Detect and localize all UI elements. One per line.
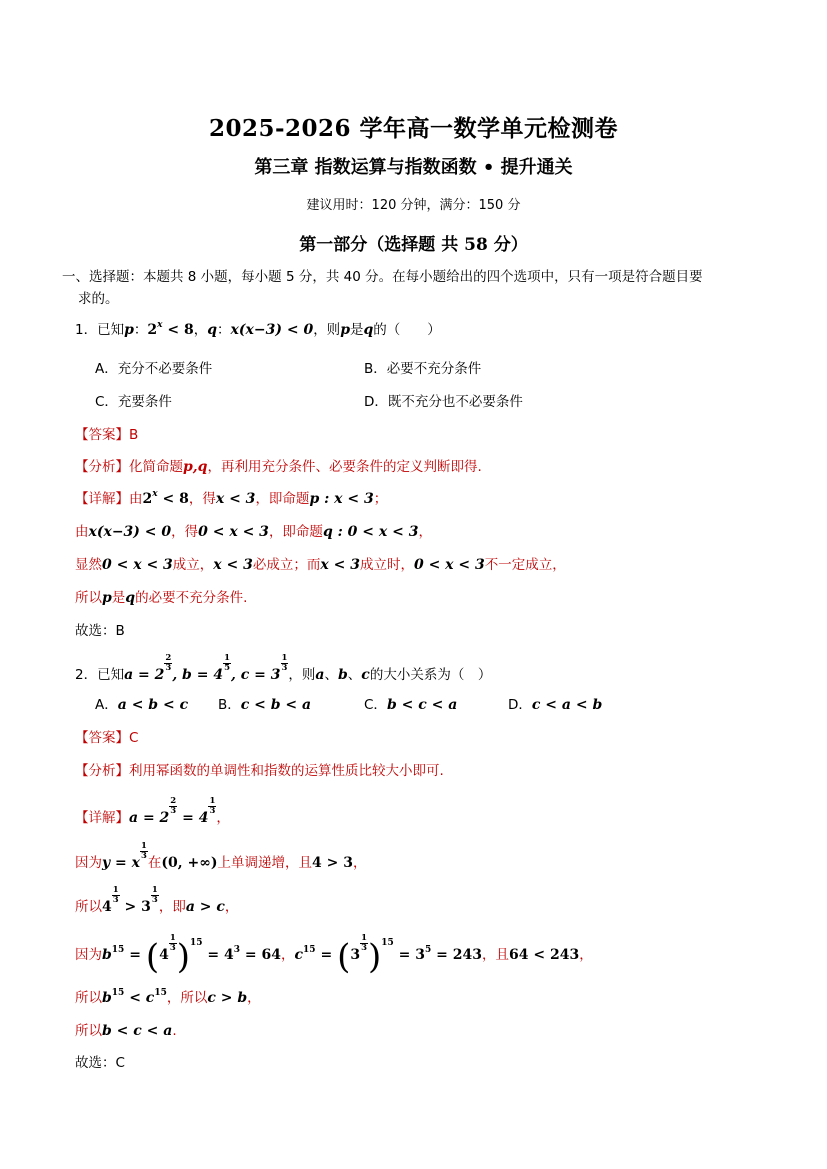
q1-option-b: B．必要不充分条件	[364, 361, 482, 377]
q1-option-d: D．既不充分也不必要条件	[364, 394, 523, 410]
q1-final: 故选：B	[75, 623, 125, 639]
q1-detail-line-4: 所以p是q的必要不充分条件.	[75, 590, 248, 606]
q2-option-a: A．a < b < c	[95, 697, 189, 713]
q2-answer: 【答案】C	[75, 730, 139, 746]
chapter-subtitle: 第三章 指数运算与指数函数 • 提升通关	[254, 157, 573, 178]
instructions-line-1: 一、选择题：本题共 8 小题，每小题 5 分，共 40 分。在每小题给出的四个选项中，只有一项是符合题目要	[62, 269, 703, 285]
q1-stem: 1．已知p：$2^x < 8$，q：x(x−3) < 0，则p是q的（ ）	[75, 320, 441, 338]
q2-option-c: C．b < c < a	[364, 697, 458, 713]
q2-detail-line-5: 所以$b^{15} < c^{15}$，所以c > b，	[75, 988, 261, 1006]
q1-detail-line-3: 显然0 < x < 3成立，x < 3必成立；而x < 3成立时，0 < x < 3不一定成立，	[75, 557, 566, 573]
q2-option-b: B．c < b < a	[218, 697, 312, 713]
q2-option-d: D．c < a < b	[508, 697, 603, 713]
q2-analysis: 【分析】利用幂函数的单调性和指数的运算性质比较大小即可.	[75, 763, 444, 779]
exam-title: 2025-2026 学年高一数学单元检测卷	[208, 115, 619, 142]
q2-detail-line-1: 【详解】a = 2 $\frac{2}{3}$ = 4 $\frac{1}{3}$ ，	[75, 796, 230, 826]
q2-final: 故选：C	[75, 1055, 125, 1071]
q2-detail-line-3: 所以4 $\frac{1}{3}$ > 3 $\frac{1}{3}$ ，即a > c，	[75, 885, 239, 915]
q1-detail-line-2: 由x(x−3) < 0，得0 < x < 3，即命题q : 0 < x < 3，	[75, 524, 432, 540]
time-info: 建议用时：120 分钟，满分：150 分	[306, 198, 521, 213]
instructions-line-2: 求的。	[78, 291, 119, 307]
q2-detail-line-6: 所以b < c < a.	[75, 1023, 177, 1039]
q2-detail-line-2: 因为y = x $\frac{1}{3}$ 在(0, +∞)上单调递增，且4 > 3，	[75, 841, 367, 871]
q1-answer: 【答案】B	[75, 427, 139, 443]
q2-detail-line-4: 因为$b^{15} = (4$ $\frac{1}{3}$ )$^{15} = 4^3 = 64$，$c^{15} = (3$ $\frac{1}{3}$ )$^{15} = 3^5 = 243$，且64 < 243，	[75, 933, 593, 977]
q1-detail-line-1: 【详解】由$2^x < 8$，得x < 3，即命题p : x < 3；	[75, 489, 388, 507]
part-heading: 第一部分（选择题 共 58 分）	[299, 235, 528, 255]
q2-stem: 2．已知a = 2 $\frac{2}{3}$ , b = 4 $\frac{1}{5}$ , c = 3 $\frac{1}{3}$ ，则a、b、c的大小关系为（ ）	[75, 653, 492, 683]
q1-option-a: A．充分不必要条件	[95, 361, 213, 377]
q1-analysis: 【分析】化简命题p,q，再利用充分条件、必要条件的定义判断即得.	[75, 459, 482, 475]
q1-option-c: C．充要条件	[95, 394, 172, 410]
